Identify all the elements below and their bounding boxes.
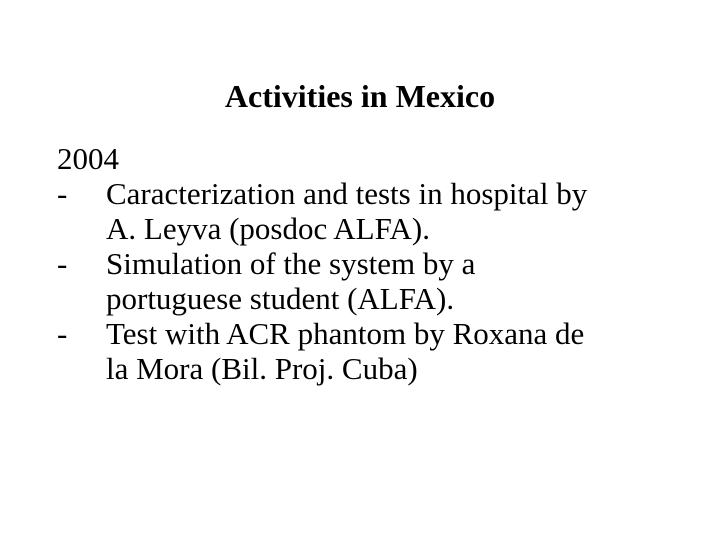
bullet-item xyxy=(57,176,697,246)
bullet-text-line: la Mora (Bil. Proj. Cuba) xyxy=(106,351,418,386)
bullet-dash: - xyxy=(57,246,68,281)
bullet-text-line: Test with ACR phantom by Roxana de xyxy=(106,316,585,351)
slide-title: Activities in Mexico xyxy=(224,78,496,114)
slide-body xyxy=(57,141,697,386)
bullet-item xyxy=(57,246,697,316)
bullet-dash: - xyxy=(57,316,68,351)
bullet-text-line: Simulation of the system by a xyxy=(106,246,476,281)
bullet-text-line: portuguese student (ALFA). xyxy=(106,281,455,316)
bullet-text-line: Caracterization and tests in hospital by xyxy=(106,176,588,211)
bullet-item xyxy=(57,316,697,386)
bullet-dash: - xyxy=(57,176,68,211)
year-heading: 2004 xyxy=(57,141,119,176)
bullet-text-line: A. Leyva (posdoc ALFA). xyxy=(106,211,431,246)
